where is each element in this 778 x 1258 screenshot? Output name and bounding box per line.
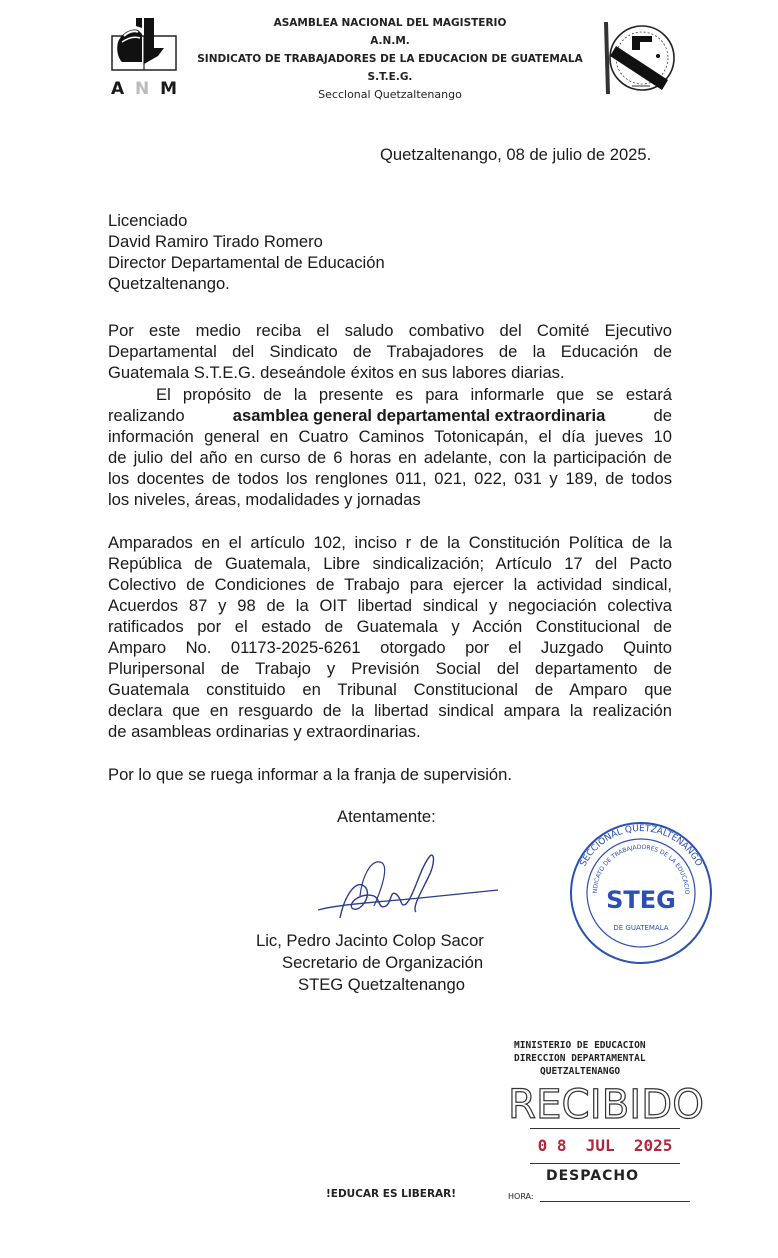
anm-letter-n: N [135, 79, 150, 99]
received-stamp-icon [500, 1080, 730, 1124]
steg-seal-logo [596, 16, 680, 102]
assembly-type-bold: asamblea general departamental extraordinaria [232, 406, 606, 425]
stamp-hora-line [540, 1201, 690, 1202]
text-fragment: de [653, 406, 672, 425]
footer-motto: !EDUCAR ES LIBERAR! [326, 1188, 457, 1200]
paragraph-line: Amparados en el artículo 102, inciso r de la Constitución Política de la [108, 533, 672, 552]
recipient-name: David Ramiro Tirado Romero [108, 232, 323, 251]
stamp-date: 0 8 JUL 2025 [537, 1136, 673, 1155]
seal-inner-text: NDICATO DE TRABAJADORES DE LA EDUCACIO [591, 843, 691, 895]
signer-name: Lic, Pedro Jacinto Colop Sacor [256, 931, 484, 950]
steg-union-seal [566, 818, 716, 968]
paragraph-line: Departamental del Sindicato de Trabajadores de la Educación de [108, 342, 672, 361]
paragraph-line-bold [108, 405, 672, 426]
handwritten-signature [300, 848, 500, 928]
recipient-position: Director Departamental de Educación [108, 253, 385, 272]
seal-bottom-text: DE GUATEMALA [613, 924, 669, 932]
paragraph-line: información general en Cuatro Caminos Totonicapán, el día jueves 10 [108, 427, 672, 446]
seal-center-text: STEG [606, 886, 676, 914]
letterhead-line-2: A.N.M. [370, 35, 410, 47]
seal-top-text: SECCIONAL QUETZALTENANGO [578, 823, 704, 869]
recipient-block [108, 210, 385, 294]
anm-logo [108, 14, 180, 99]
paragraph-line: de asambleas ordinarias y extraordinarias. [108, 722, 421, 741]
date-line: Quetzaltenango, 08 de julio de 2025. [380, 145, 652, 164]
paragraph-line: Acuerdos 87 y 98 de la OIT libertad sindical y negociación colectiva [108, 596, 672, 615]
anm-letter-a: A [111, 79, 125, 99]
paragraph-legal-basis [108, 532, 672, 742]
anm-letter-m: M [160, 79, 177, 99]
paragraph-line: de julio del año en curso de 6 horas en adelante, con la participación de [108, 448, 672, 467]
paragraph-line: Por este medio reciba el saludo combativo del Comité Ejecutivo [108, 321, 672, 340]
paragraph-line: Pluripersonal de Trabajo y Previsión Social del departamento de [108, 659, 672, 678]
letterhead-line-3: SINDICATO DE TRABAJADORES DE LA EDUCACION DE GUATEMALA [197, 53, 583, 65]
signer-org: STEG Quetzaltenango [298, 975, 465, 994]
signature-icon [300, 848, 500, 928]
steg-seal-stamp-icon [566, 818, 716, 968]
paragraph-line: Colectivo de Condiciones de Trabajo para ejercer la actividad sindical, [108, 575, 672, 594]
stamp-ministry: MINISTERIO DE EDUCACION [514, 1040, 646, 1051]
stamp-hora-label: HORA: [508, 1192, 534, 1201]
letterhead-line-1: ASAMBLEA NACIONAL DEL MAGISTERIO [273, 17, 507, 29]
paragraph-line: Amparo No. 01173-2025-6261 otorgado por el Juzgado Quinto [108, 638, 672, 657]
stamp-big-word: RECIBIDO [508, 1082, 704, 1124]
anm-logo-icon [108, 14, 180, 76]
received-stamp [500, 1040, 730, 1216]
text-fragment: realizando [108, 406, 185, 425]
letterhead-line-4: S.T.E.G. [367, 71, 413, 83]
paragraph-request: Por lo que se ruega informar a la franja de supervisión. [108, 765, 513, 784]
stamp-city: QUETZALTENANGO [540, 1066, 621, 1077]
stamp-office: DESPACHO [546, 1168, 639, 1184]
paragraph-line: El propósito de la presente es para informarle que se estará [156, 385, 672, 404]
paragraph-line: declara que en resguardo de la libertad sindical ampara la realización [108, 701, 672, 720]
stamp-date-box [530, 1128, 680, 1164]
closing: Atentamente: [337, 807, 436, 826]
paragraph-line: ratificados por el estado de Guatemala y Acción Constitucional de [108, 617, 672, 636]
paragraph-greeting [108, 320, 672, 383]
paragraph-line: Guatemala S.T.E.G. deseándole éxitos en sus labores diarias. [108, 363, 565, 382]
stamp-direction: DIRECCION DEPARTAMENTAL [514, 1053, 646, 1064]
paragraph-line: República de Guatemala, Libre sindicalización; Artículo 17 del Pacto [108, 554, 672, 573]
recipient-place: Quetzaltenango. [108, 274, 230, 293]
paragraph-line: los docentes de todos los renglones 011, 021, 022, 031 y 189, de todos [108, 469, 672, 488]
signer-role: Secretario de Organización [282, 953, 484, 972]
paragraph-purpose [108, 384, 672, 510]
paragraph-line: Guatemala constituido en Tribunal Constitucional de Amparo que [108, 680, 672, 699]
letterhead-line-5: Secclonal Quetzaltenango [318, 88, 462, 101]
steg-seal-logo-icon [596, 16, 680, 102]
recipient-title: Licenciado [108, 211, 188, 230]
paragraph-line: los niveles, áreas, modalidades y jornadas [108, 490, 421, 509]
